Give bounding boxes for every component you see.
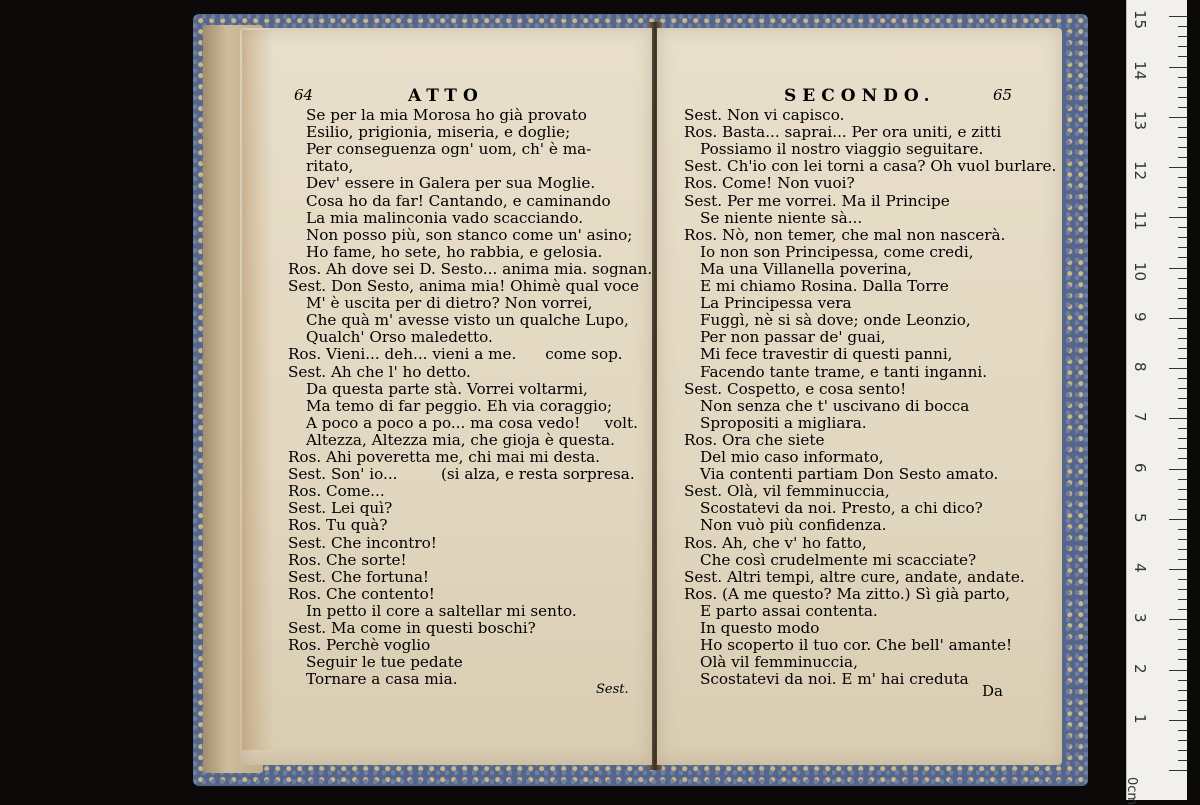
ruler-tick — [1178, 398, 1187, 399]
ruler-tick — [1178, 438, 1187, 439]
ruler-tick — [1178, 348, 1187, 349]
ruler-tick — [1169, 519, 1187, 520]
right-text-line: Ros. (A me questo? Ma zitto.) Sì già parto, — [684, 584, 1011, 603]
ruler-tick — [1178, 529, 1187, 530]
left-text-line: Ros. Tu quà? — [288, 516, 388, 535]
ruler-tick — [1178, 87, 1187, 88]
left-text-line: Ros. Perchè voglio — [288, 636, 431, 655]
left-text-line: Ma temo di far peggio. Eh via coraggio; — [306, 396, 613, 415]
right-text-line: Sest. Per me vorrei. Ma il Principe — [684, 191, 950, 210]
ruler-number: 1 — [1131, 713, 1149, 724]
right-text-line: Se niente niente sà... — [700, 208, 863, 227]
right-catchword: Da — [982, 682, 1003, 700]
left-text-line: Seguir le tue pedate — [306, 653, 463, 672]
right-text-line: Ros. Basta... saprai... Per ora uniti, e zitti — [684, 123, 1002, 142]
right-text-line: Sest. Olà, vil femminuccia, — [684, 482, 890, 501]
ruler-tick — [1178, 549, 1187, 550]
ruler-tick — [1178, 730, 1187, 731]
left-text-line: Ho fame, ho sete, ho rabbia, e gelosia. — [306, 242, 603, 261]
ruler-tick — [1178, 46, 1187, 47]
left-text-line: Dev' essere in Galera per sua Moglie. — [306, 174, 596, 193]
ruler-tick — [1169, 67, 1187, 68]
ruler-tick — [1169, 318, 1187, 319]
ruler-tick — [1178, 750, 1187, 751]
ruler-tick — [1169, 720, 1187, 721]
ruler-tick — [1169, 268, 1187, 269]
right-text-line: Del mio caso informato, — [700, 448, 884, 466]
ruler-tick — [1178, 579, 1187, 580]
left-text-line: Ros. Che contento! — [288, 584, 435, 603]
ruler-tick — [1178, 257, 1187, 258]
ruler-tick — [1178, 26, 1187, 27]
ruler-tick — [1178, 659, 1187, 660]
ruler-tick — [1178, 338, 1187, 339]
right-text-line: Via contenti partiam Don Sesto amato. — [700, 465, 999, 484]
ruler-tick — [1178, 288, 1187, 289]
ruler-tick — [1178, 308, 1187, 309]
ruler-number: 6 — [1131, 462, 1149, 473]
ruler-number: 4 — [1131, 563, 1149, 573]
ruler-tick — [1169, 469, 1187, 470]
left-text-line: Sest. Ah che l' ho detto. — [288, 362, 471, 381]
ruler-tick — [1178, 278, 1187, 279]
right-text-line: Sest. Altri tempi, altre cure, andate, andate. — [684, 567, 1025, 586]
ruler-tick — [1169, 418, 1187, 419]
right-text-line: Ros. Ah, che v' ho fatto, — [684, 533, 867, 552]
ruler-number: 15 — [1131, 10, 1149, 30]
right-text-line: Sest. Ch'io con lei torni a casa? Oh vuol burlare. — [684, 157, 1057, 176]
ruler-number: 12 — [1131, 161, 1149, 181]
ruler-tick — [1178, 479, 1187, 480]
ruler-tick — [1169, 368, 1187, 369]
left-text-line: Qualch' Orso maledetto. — [306, 328, 493, 347]
left-text-line: Ros. Vieni... deh... vieni a me. come sop. — [288, 345, 623, 364]
ruler-tick — [1178, 599, 1187, 600]
left-page-number: 64 — [294, 86, 314, 104]
ruler-tick — [1178, 639, 1187, 640]
left-text-line: Sest. Lei quì? — [288, 499, 393, 518]
ruler-tick — [1178, 247, 1187, 248]
ruler-tick — [1178, 710, 1187, 711]
ruler-tick — [1178, 107, 1187, 108]
left-text-line: Sest. Don Sesto, anima mia! Ohimè qual voce — [288, 277, 639, 295]
ruler-tick — [1178, 680, 1187, 681]
ruler-tick — [1178, 237, 1187, 238]
right-text-line: Facendo tante trame, e tanti inganni. — [700, 362, 988, 381]
ruler-tick — [1178, 388, 1187, 389]
ruler-tick — [1178, 700, 1187, 701]
ruler-tick — [1169, 670, 1187, 671]
right-text-line: E mi chiamo Rosina. Dalla Torre — [700, 277, 949, 295]
ruler-tick — [1178, 499, 1187, 500]
right-text-line: Sest. Non vi capisco. — [684, 106, 845, 124]
ruler-tick — [1178, 760, 1187, 761]
left-text-line: Sest. Che fortuna! — [288, 567, 430, 586]
left-text-line: M' è uscita per di dietro? Non vorrei, — [306, 294, 593, 313]
ruler-tick — [1178, 177, 1187, 178]
right-text-line: Possiamo il nostro viaggio seguitare. — [700, 140, 984, 159]
left-text-line: In petto il core a saltellar mi sento. — [306, 601, 577, 620]
ruler-tick — [1169, 569, 1187, 570]
ruler-tick — [1178, 187, 1187, 188]
ruler-tick — [1178, 539, 1187, 540]
left-text-line: Esilio, prigionia, miseria, e doglie; — [306, 123, 571, 142]
ruler-tick — [1178, 227, 1187, 228]
left-text-line: Che quà m' avesse visto un qualche Lupo, — [306, 311, 629, 330]
left-text-line: Tornare a casa mia. — [306, 670, 458, 689]
right-text-line: Scostatevi da noi. Presto, a chi dico? — [700, 499, 983, 518]
ruler-tick — [1178, 448, 1187, 449]
right-text-line: Mi fece travestir di questi panni, — [700, 345, 953, 364]
left-text-line: Sest. Che incontro! — [288, 533, 437, 552]
right-text-line: Sest. Cospetto, e cosa sento! — [684, 379, 907, 398]
ruler-tick — [1178, 489, 1187, 490]
ruler-tick — [1169, 619, 1187, 620]
ruler-tick — [1178, 77, 1187, 78]
ruler-tick — [1169, 770, 1187, 771]
right-text-line: Che così crudelmente mi scacciate? — [700, 550, 977, 569]
ruler-tick — [1178, 740, 1187, 741]
ruler-number: 14 — [1131, 60, 1149, 80]
ruler-number: 9 — [1131, 311, 1149, 322]
ruler-tick — [1169, 217, 1187, 218]
right-text-line: Non senza che t' uscivano di bocca — [700, 396, 970, 415]
left-catchword: Sest. — [596, 682, 629, 697]
ruler-tick — [1178, 690, 1187, 691]
ruler-tick — [1178, 298, 1187, 299]
ruler-tick — [1178, 207, 1187, 208]
right-text-line: In questo modo — [700, 619, 820, 637]
ruler-number: 8 — [1131, 362, 1149, 372]
ruler-number: 3 — [1131, 613, 1149, 623]
left-text-line: Non posso più, son stanco come un' asino; — [306, 225, 633, 244]
left-text-line: Cosa ho da far! Cantando, e caminando — [306, 191, 611, 210]
right-text-line: Olà vil femminuccia, — [700, 653, 858, 672]
left-text-line: Ros. Ahi poveretta me, chi mai mi desta. — [288, 448, 600, 466]
ruler-tick — [1169, 16, 1187, 17]
right-text-line: Ho scoperto il tuo cor. Che bell' amante! — [700, 636, 1013, 655]
ruler-tick — [1178, 56, 1187, 57]
page-stain — [242, 30, 274, 750]
ruler-tick — [1178, 97, 1187, 98]
left-text-line: La mia malinconia vado scacciando. — [306, 208, 584, 227]
ruler-number: 5 — [1131, 512, 1149, 523]
ruler-unit-label: 0cm — [1124, 777, 1139, 805]
left-text-line: Ros. Ah dove sei D. Sesto... anima mia. sognan. — [288, 259, 653, 278]
right-text-line: E parto assai contenta. — [700, 601, 878, 620]
right-text-line: Non vuò più confidenza. — [700, 516, 887, 535]
ruler-number: 7 — [1131, 412, 1149, 422]
ruler-tick — [1169, 117, 1187, 118]
ruler-tick — [1178, 147, 1187, 148]
ruler-tick — [1178, 559, 1187, 560]
ruler-number: 11 — [1131, 211, 1149, 231]
ruler-tick — [1178, 629, 1187, 630]
right-text-line: Scostatevi da noi. E m' hai creduta — [700, 670, 969, 689]
right-text-line: Spropositi a migliara. — [700, 413, 867, 432]
ruler-number: 10 — [1131, 261, 1149, 281]
ruler-tick — [1178, 36, 1187, 37]
ruler-tick — [1178, 328, 1187, 329]
right-page-number: 65 — [993, 86, 1013, 104]
ruler-tick — [1178, 649, 1187, 650]
left-text-line: Ros. Che sorte! — [288, 550, 407, 569]
left-text-line: Sest. Son' io... (si alza, e resta sorpresa. — [288, 465, 635, 484]
left-text-line: Sest. Ma come in questi boschi? — [288, 619, 536, 637]
right-text-line: Ros. Nò, non temer, che mal non nascerà. — [684, 225, 1006, 244]
ruler-tick — [1178, 137, 1187, 138]
ruler-tick — [1178, 358, 1187, 359]
left-text-line: Se per la mia Morosa ho già provato — [306, 106, 587, 124]
ruler-tick — [1178, 197, 1187, 198]
right-text-line: Fuggì, nè si sà dove; onde Leonzio, — [700, 311, 971, 330]
left-text-line: Da questa parte stà. Vorrei voltarmi, — [306, 379, 588, 398]
left-text-line: Altezza, Altezza mia, che gioja è questa. — [306, 430, 615, 449]
ruler-tick — [1178, 408, 1187, 409]
ruler-tick — [1178, 458, 1187, 459]
right-text-line: Per non passar de' guai, — [700, 328, 886, 347]
ruler-tick — [1178, 609, 1187, 610]
left-page-header: ATTO — [408, 86, 484, 106]
left-text-line: Ros. Come... — [288, 482, 385, 501]
ruler-tick — [1178, 428, 1187, 429]
ruler-number: 13 — [1131, 110, 1149, 130]
right-text-line: Ros. Come! Non vuoi? — [684, 174, 855, 193]
right-text-line: La Principessa vera — [700, 294, 852, 313]
right-text-line: Ma una Villanella poverina, — [700, 259, 912, 278]
ruler-tick — [1178, 157, 1187, 158]
right-text-line: Ros. Ora che siete — [684, 430, 825, 449]
ruler-number: 2 — [1131, 663, 1149, 674]
left-text-line: Per conseguenza ogn' uom, ch' è ma- — [306, 140, 592, 159]
ruler-tick — [1178, 509, 1187, 510]
ruler-tick — [1178, 589, 1187, 590]
ruler-tick — [1178, 127, 1187, 128]
ruler-tick — [1169, 167, 1187, 168]
left-text-line: A poco a poco a po... ma cosa vedo! volt. — [306, 413, 638, 432]
right-page-header: SECONDO. — [784, 86, 936, 106]
right-text-line: Io non son Principessa, come credi, — [700, 242, 974, 261]
measurement-ruler — [1124, 0, 1187, 805]
left-text-line: ritato, — [306, 157, 354, 176]
ruler-tick — [1178, 378, 1187, 379]
